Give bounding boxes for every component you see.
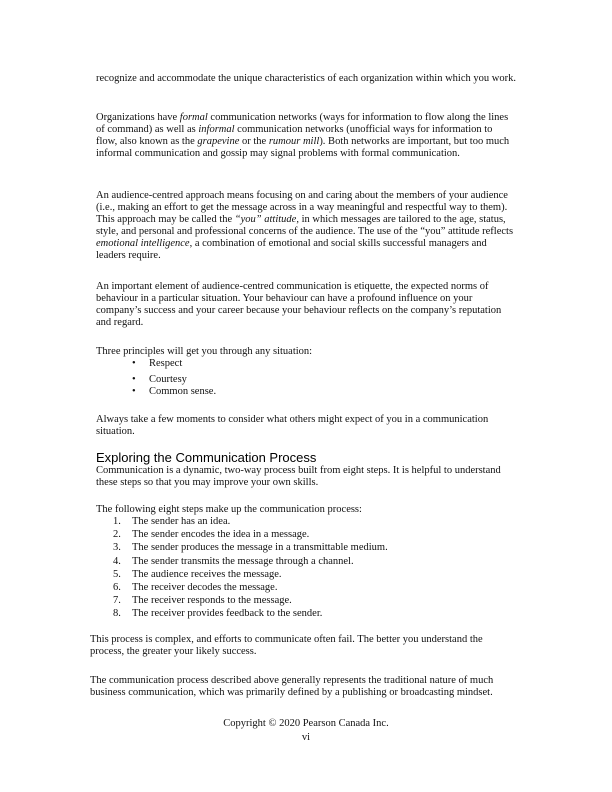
list-item: 5. The audience receives the message. [113, 568, 282, 580]
list-item: 8. The receiver provides feedback to the sender. [113, 608, 323, 620]
paragraph-traditional: The communication process described above generally represents the traditional nature of much business communication, which was primarily defined by a publishing or broadcasting mindset. [90, 675, 494, 698]
term-formal: formal [179, 112, 208, 123]
list-item: • Common sense. [132, 386, 216, 399]
paragraph-continuation: recognize and accommodate the unique characteristics of each organization within which you work. [96, 73, 516, 84]
list-item: 6. The receiver decodes the message. [113, 581, 278, 593]
page-number: vi [301, 732, 311, 743]
term-emotional-intelligence: emotional intelligence [96, 238, 190, 249]
paragraph-expectations: Always take a few moments to consider what others might expect of you in a communication situation. [96, 414, 489, 437]
term-informal: informal [198, 124, 235, 135]
list-item: 1. The sender has an idea. [113, 516, 231, 527]
paragraph-steps-intro: The following eight steps make up the communication process: [96, 504, 362, 515]
list-item: 4. The sender transmits the message through a channel. [113, 555, 354, 567]
term-grapevine: grapevine [197, 136, 240, 147]
list-item: 2. The sender encodes the idea in a message. [113, 529, 310, 541]
principles-list [132, 358, 216, 399]
list-item: • Courtesy [132, 374, 216, 387]
term-rumour-mill: rumour mill [268, 136, 320, 147]
list-item: 7. The receiver responds to the message. [113, 595, 292, 607]
section-heading: Exploring the Communication Process [96, 450, 317, 465]
paragraph-principles-intro: Three principles will get you through any situation: [96, 346, 313, 357]
list-item: 3. The sender produces the message in a transmittable medium. [113, 542, 388, 554]
copyright-notice: Copyright © 2020 Pearson Canada Inc. [223, 718, 389, 729]
paragraph-audience-centred: An audience-centred approach means focusing on and caring about the members of your audience (i.e., making an effort to get the message across in a way meaningful and respectful way to them). This approach may be called the “you” attitude, in which messages are tailored to the age, status, style, and personal and professional concerns of the audience. The use of the “you” attitude reflects emotional intelligence, a combination of emotional and social skills successful managers and leaders require. [96, 190, 514, 261]
list-item: • Respect [132, 358, 216, 371]
term-you-attitude: “you” attitude [234, 214, 297, 225]
paragraph-complexity: This process is complex, and efforts to communicate often fail. The better you understand the process, the greater your likely success. [90, 634, 483, 657]
paragraph-etiquette: An important element of audience-centred communication is etiquette, the expected norms of behaviour in a particular situation. Your behaviour can have a profound influence on your company’s success and your career because your behaviour reflects on the company’s reputation and regard. [96, 281, 502, 328]
steps-list [113, 516, 388, 622]
paragraph-communication-networks: Organizations have formal communication networks (ways for information to flow along the lines of command) as well as informal communication networks (unofficial ways for information to flow, also known as the grapevine or the rumour mill). Both networks are important, but too much informal communication and gossip may signal problems with formal communication. [96, 112, 510, 159]
paragraph-process-intro: Communication is a dynamic, two-way process built from eight steps. It is helpful to understand these steps so that you may improve your own skills. [96, 465, 501, 488]
